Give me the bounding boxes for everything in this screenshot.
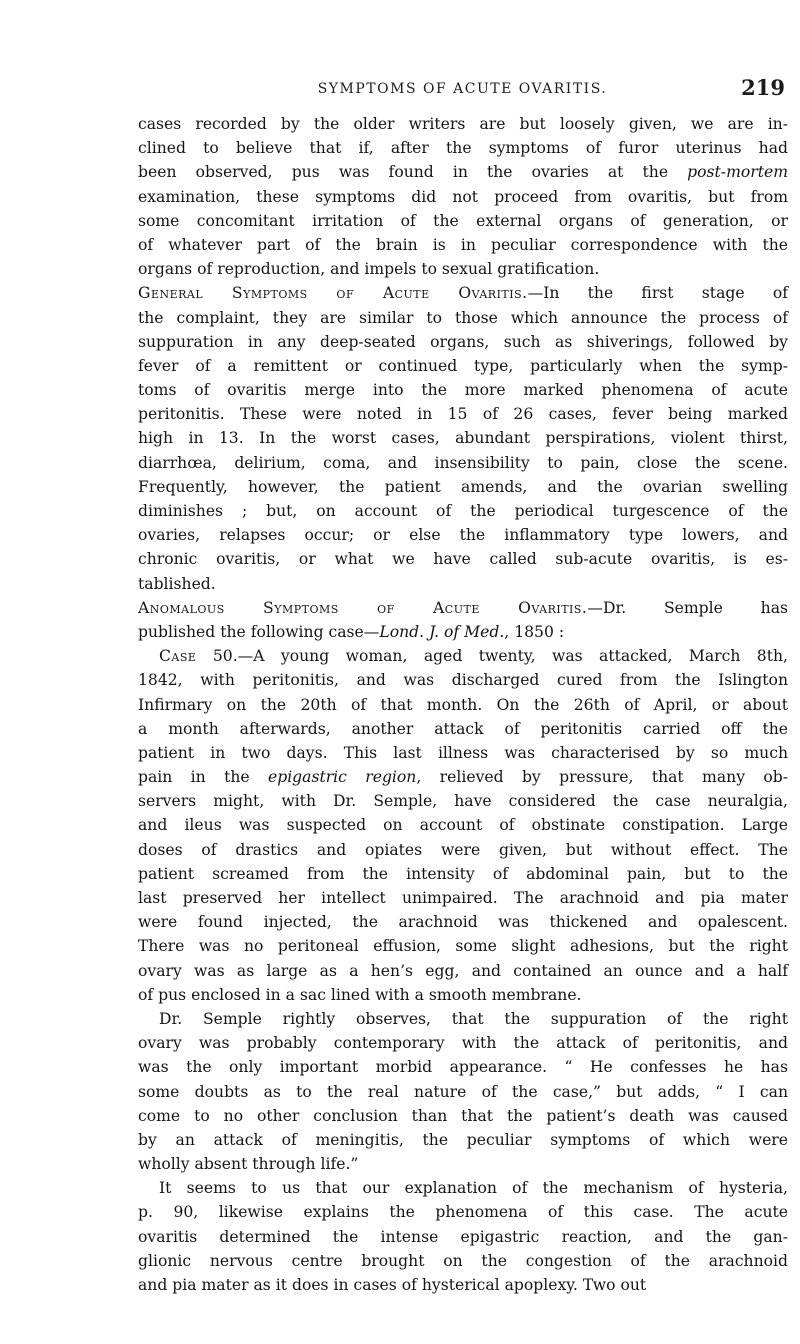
text-run: —In the first stage of [527,284,788,303]
running-title: SYMPTOMS OF ACUTE OVARITIS. [317,81,608,97]
text-run: chronic ovaritis, or what we have called sub-acute ovaritis, is es- [138,550,788,569]
text-line [138,1273,788,1297]
text-line [138,1176,788,1200]
text-line [138,475,788,499]
text-line [138,620,788,644]
text-line [138,813,788,837]
text-run: tablished. [138,574,216,593]
text-run: organs of reproduction, and impels to sexual gratification. [138,260,600,279]
body-text [138,112,788,1297]
text-run: ovaritis determined the intense epigastric reaction, and the gan- [138,1227,788,1246]
text-run: clined to believe that if, after the symptoms of furor uterinus had [138,139,788,158]
text-run: some doubts as to the real nature of the case,” but adds, “ I can [138,1082,788,1101]
text-line [138,717,788,741]
text-line [138,136,788,160]
text-line [138,112,788,136]
text-line [138,209,788,233]
text-line [138,1152,788,1176]
text-run: , relieved by pressure, that many ob- [416,768,789,787]
text-line [138,789,788,813]
page-number: 219 [741,75,785,100]
text-run: cases recorded by the older writers are but loosely given, we are in- [138,115,788,133]
text-line [138,693,788,717]
text-line [138,910,788,934]
text-line [138,160,788,184]
text-line [138,741,788,765]
text-line [138,185,788,209]
text-line [138,257,788,281]
text-run: diarrhœa, delirium, coma, and insensibility to pain, close the scene. [138,453,788,472]
italic-run: post-mortem [687,163,788,182]
text-line [138,378,788,402]
text-line [138,354,788,378]
text-line [138,523,788,547]
text-line [138,1249,788,1273]
small-caps-heading: General Symptoms of Acute Ovaritis. [138,284,528,303]
text-run: were found injected, the arachnoid was thickened and opalescent. [138,913,788,932]
text-line [138,330,788,354]
text-run: —Dr. Semple has [587,598,788,617]
text-run: ovaries, relapses occur; or else the inflammatory type lowers, and [138,526,788,545]
text-run: glionic nervous centre brought on the congestion of the arachnoid [138,1251,788,1270]
text-run: ovary was as large as a hen’s egg, and contained an ounce and a half [138,961,788,980]
text-line [138,596,788,620]
text-line [138,402,788,426]
text-line [138,1104,788,1128]
text-line [138,1225,788,1249]
text-line [138,886,788,910]
text-run: 50.—A young woman, aged twenty, was attacked, March 8th, [196,647,788,666]
text-line [138,668,788,692]
text-run: of whatever part of the brain is in peculiar correspondence with the [138,235,788,254]
text-run: patient screamed from the intensity of abdominal pain, but to the [138,864,788,883]
text-line [138,862,788,886]
text-run: come to no other conclusion than that the patient’s death was caused [138,1106,788,1125]
small-caps-heading: Case [159,647,197,666]
text-line [138,499,788,523]
text-line [138,426,788,450]
text-run: pain in the [138,768,268,787]
running-head [140,75,785,102]
text-line [138,838,788,862]
text-run: Infirmary on the 20th of that month. On the 26th of April, or about [138,695,788,714]
text-run: servers might, with Dr. Semple, have considered the case neuralgia, [138,792,788,811]
italic-run: Lond. J. of Med. [379,622,505,641]
text-run: some concomitant irritation of the external organs of generation, or [138,211,788,230]
text-run: published the following case— [138,622,380,641]
text-run: ovary was probably contemporary with the attack of peritonitis, and [138,1034,788,1053]
text-run: Frequently, however, the patient amends, and the ovarian swelling [138,477,788,496]
text-run: patient in two days. This last illness was characterised by so much [138,743,788,762]
text-line [138,1128,788,1152]
text-run: Dr. Semple rightly observes, that the suppuration of the right [159,1009,788,1028]
text-run: by an attack of meningitis, the peculiar symptoms of which were [138,1130,788,1149]
text-run: the complaint, they are similar to those which announce the process of [138,308,788,327]
text-line [138,1055,788,1079]
text-run: been observed, pus was found in the ovaries at the [138,163,688,182]
text-run: toms of ovaritis merge into the more marked phenomena of acute [138,381,788,400]
text-run: fever of a remittent or continued type, particularly when the symp- [138,356,788,375]
text-run: and pia mater as it does in cases of hysterical apoplexy. Two out [138,1276,647,1294]
text-run: was the only important morbid appearance. “ He confesses he has [138,1058,788,1077]
text-line [138,306,788,330]
text-run: a month afterwards, another attack of peritonitis carried off the [138,719,788,738]
text-run: p. 90, likewise explains the phenomena of this case. The acute [138,1203,788,1222]
text-run: examination, these symptoms did not proceed from ovaritis, but from [138,187,788,206]
text-run: diminishes ; but, on account of the periodical turgescence of the [138,502,788,520]
text-run: 1842, with peritonitis, and was discharged cured from the Islington [138,671,788,690]
text-line [138,1031,788,1055]
text-line [138,451,788,475]
text-line [138,959,788,983]
text-line [138,934,788,958]
text-line [138,572,788,596]
text-run: and ileus was suspected on account of obstinate constipation. Large [138,816,788,835]
text-line [138,281,788,305]
text-line [138,1200,788,1224]
text-run: of pus enclosed in a sac lined with a smooth membrane. [138,985,582,1004]
text-line [138,1007,788,1031]
text-line [138,1080,788,1104]
text-run: last preserved her intellect unimpaired. The arachnoid and pia mater [138,889,788,907]
small-caps-heading: Anomalous Symptoms of Acute Ovaritis. [138,598,588,617]
text-line [138,233,788,257]
text-run: wholly absent through life.” [138,1155,359,1174]
text-line [138,547,788,571]
text-run: There was no peritoneal effusion, some slight adhesions, but the right [138,937,788,956]
text-run: , 1850 : [504,622,565,641]
text-run: It seems to us that our explanation of the mechanism of hysteria, [159,1179,788,1198]
text-run: suppuration in any deep-seated organs, such as shiverings, followed by [138,332,788,351]
text-run: high in 13. In the worst cases, abundant perspirations, violent thirst, [138,429,788,448]
text-run: doses of drastics and opiates were given, but without effect. The [138,840,788,859]
text-line [138,765,788,789]
italic-run: epigastric region [267,768,417,787]
text-line [138,983,788,1007]
text-run: peritonitis. These were noted in 15 of 26 cases, fever being marked [138,405,788,424]
text-line [138,644,788,668]
